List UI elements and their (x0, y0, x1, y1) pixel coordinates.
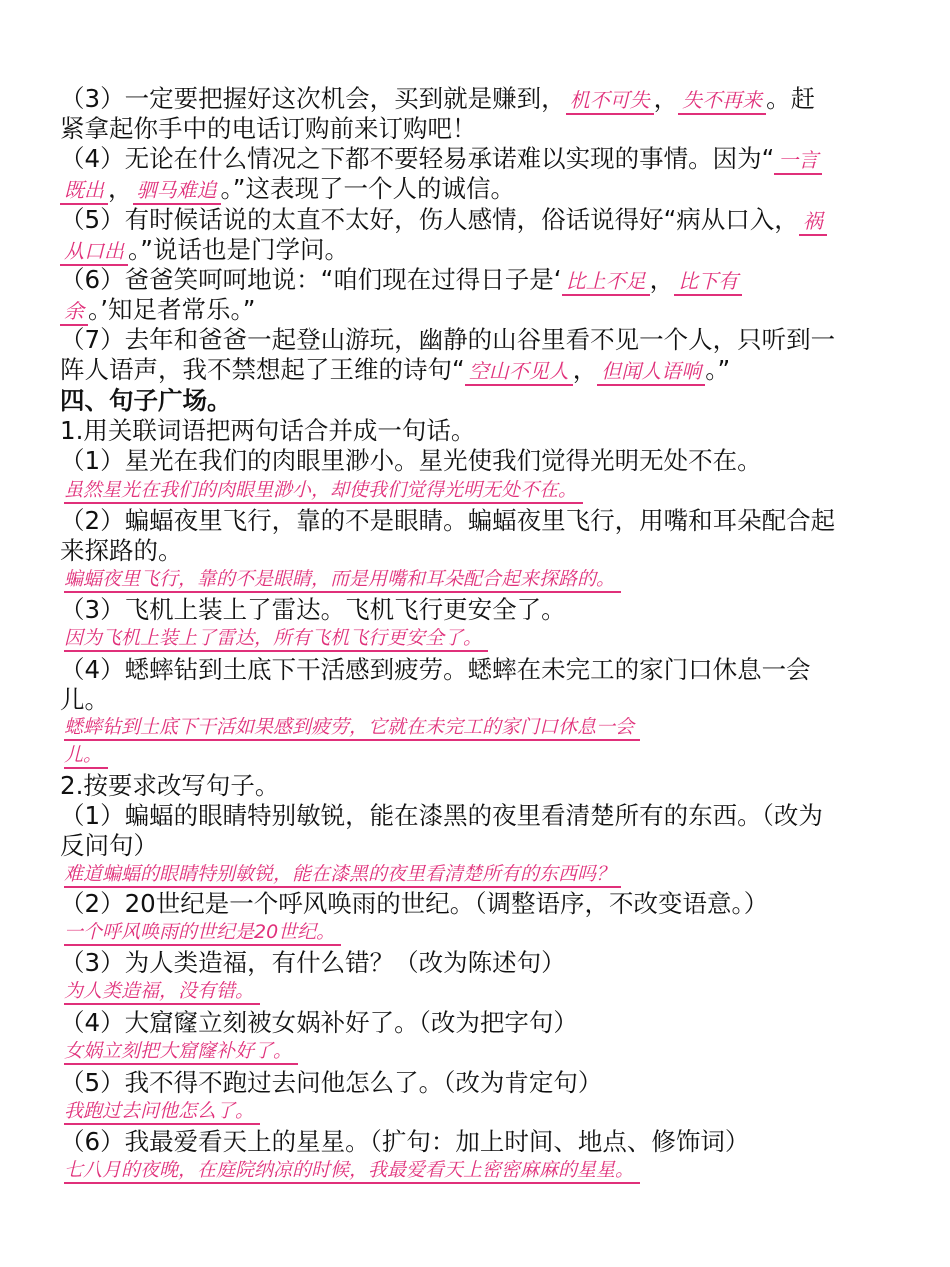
p2-question-1-line2: 反问句） (60, 831, 158, 860)
p1-question-3: （3）飞机上装上了雷达。飞机飞行更安全了。 (60, 595, 566, 624)
p2-question-1-line1: （1）蝙蝠的眼睛特别敏锐，能在漆黑的夜里看清楚所有的东西。（改为 (60, 801, 823, 830)
part2-title: 2.按要求改写句子。 (60, 771, 280, 800)
p1-question-1: （1）星光在我们的肉眼里渺小。星光使我们觉得光明无处不在。 (60, 446, 762, 475)
answer-3-1: 机不可失 (566, 88, 654, 115)
answer-6-1: 比上不足 (562, 269, 650, 296)
question-5-line2: 从口出 。”说话也是门学问。 (60, 235, 349, 266)
answer-4-2: 驷马难追 (133, 178, 221, 205)
question-6-line2: 余 。’知足者常乐。” (60, 295, 255, 326)
answer-5-1b: 从口出 (60, 239, 128, 266)
p1-answer-4-line1: 蟋蟀钻到土底下干活如果感到疲劳，它就在未完工的家门口休息一会 (64, 715, 640, 741)
p2-answer-1: 难道蝙蝠的眼睛特别敏锐，能在漆黑的夜里看清楚所有的东西吗？ (64, 862, 621, 888)
answer-7-1: 空山不见人 (465, 359, 573, 386)
p2-question-3: （3）为人类造福，有什么错？（改为陈述句） (60, 948, 566, 977)
p1-question-4-line2: 儿。 (60, 685, 109, 714)
p1-answer-1: 虽然星光在我们的肉眼里渺小，却使我们觉得光明无处不在。 (64, 478, 583, 504)
answer-3-2: 失不再来 (678, 88, 766, 115)
answer-4-1b: 既出 (60, 178, 108, 205)
question-6-line1: （6）爸爸笑呵呵地说：“咱们现在过得日子是‘ 比上不足 ， 比下有 (60, 265, 742, 296)
p2-question-6: （6）我最爱看天上的星星。（扩句：加上时间、地点、修饰词） (60, 1127, 750, 1156)
question-5-line1: （5）有时候话说的太直不太好，伤人感情，俗话说得好“病从口入， 祸 (60, 205, 827, 236)
part1-title: 1.用关联词语把两句话合并成一句话。 (60, 416, 476, 445)
question-3-line2: 紧拿起你手中的电话订购前来订购吧！ (60, 114, 477, 143)
question-4-line2: 既出 ， 驷马难追 。”这表现了一个人的诚信。 (60, 174, 515, 205)
answer-5-1a: 祸 (799, 209, 827, 236)
p1-question-4-line1: （4）蟋蟀钻到土底下干活感到疲劳。蟋蟀在未完工的家门口休息一会 (60, 655, 811, 684)
p1-answer-2: 蝙蝠夜里飞行，靠的不是眼睛，而是用嘴和耳朵配合起来探路的。 (64, 567, 621, 593)
question-3-line1: （3）一定要把握好这次机会，买到就是赚到， 机不可失 ， 失不再来 。赶 (60, 84, 816, 113)
p2-question-5: （5）我不得不跑过去问他怎么了。（改为肯定句） (60, 1068, 603, 1097)
p2-answer-2: 一个呼风唤雨的世纪是20世纪。 (64, 920, 341, 946)
p1-question-2-line2: 来探路的。 (60, 536, 183, 565)
question-7-line1: （7）去年和爸爸一起登山游玩，幽静的山谷里看不见一个人，只听到一 (60, 325, 836, 354)
p2-answer-3: 为人类造福，没有错。 (64, 979, 260, 1005)
p2-question-2: （2）20世纪是一个呼风唤雨的世纪。（调整语序，不改变语意。） (60, 889, 769, 918)
answer-6-2a: 比下有 (674, 269, 742, 296)
answer-4-1a: 一言 (774, 148, 822, 175)
section-heading: 四、句子广场。 (60, 386, 232, 415)
question-7-line2: 阵人语声，我不禁想起了王维的诗句“ 空山不见人 ， 但闻人语响 。” (60, 355, 731, 384)
p2-answer-6: 七八月的夜晚，在庭院纳凉的时候，我最爱看天上密密麻麻的星星。 (64, 1158, 640, 1184)
p2-answer-4: 女娲立刻把大窟窿补好了。 (64, 1039, 298, 1065)
p2-question-4: （4）大窟窿立刻被女娲补好了。（改为把字句） (60, 1008, 578, 1037)
p1-question-2-line1: （2）蝙蝠夜里飞行，靠的不是眼睛。蝙蝠夜里飞行，用嘴和耳朵配合起 (60, 506, 836, 535)
question-4-line1: （4）无论在什么情况之下都不要轻易承诺难以实现的事情。因为“ 一言 (60, 144, 822, 175)
answer-6-2b: 余 (60, 299, 88, 326)
p1-answer-4-line2: 儿。 (64, 743, 108, 769)
p1-answer-3: 因为飞机上装上了雷达，所有飞机飞行更安全了。 (64, 626, 488, 652)
answer-7-2: 但闻人语响 (597, 359, 705, 386)
p2-answer-5: 我跑过去问他怎么了。 (64, 1099, 260, 1125)
